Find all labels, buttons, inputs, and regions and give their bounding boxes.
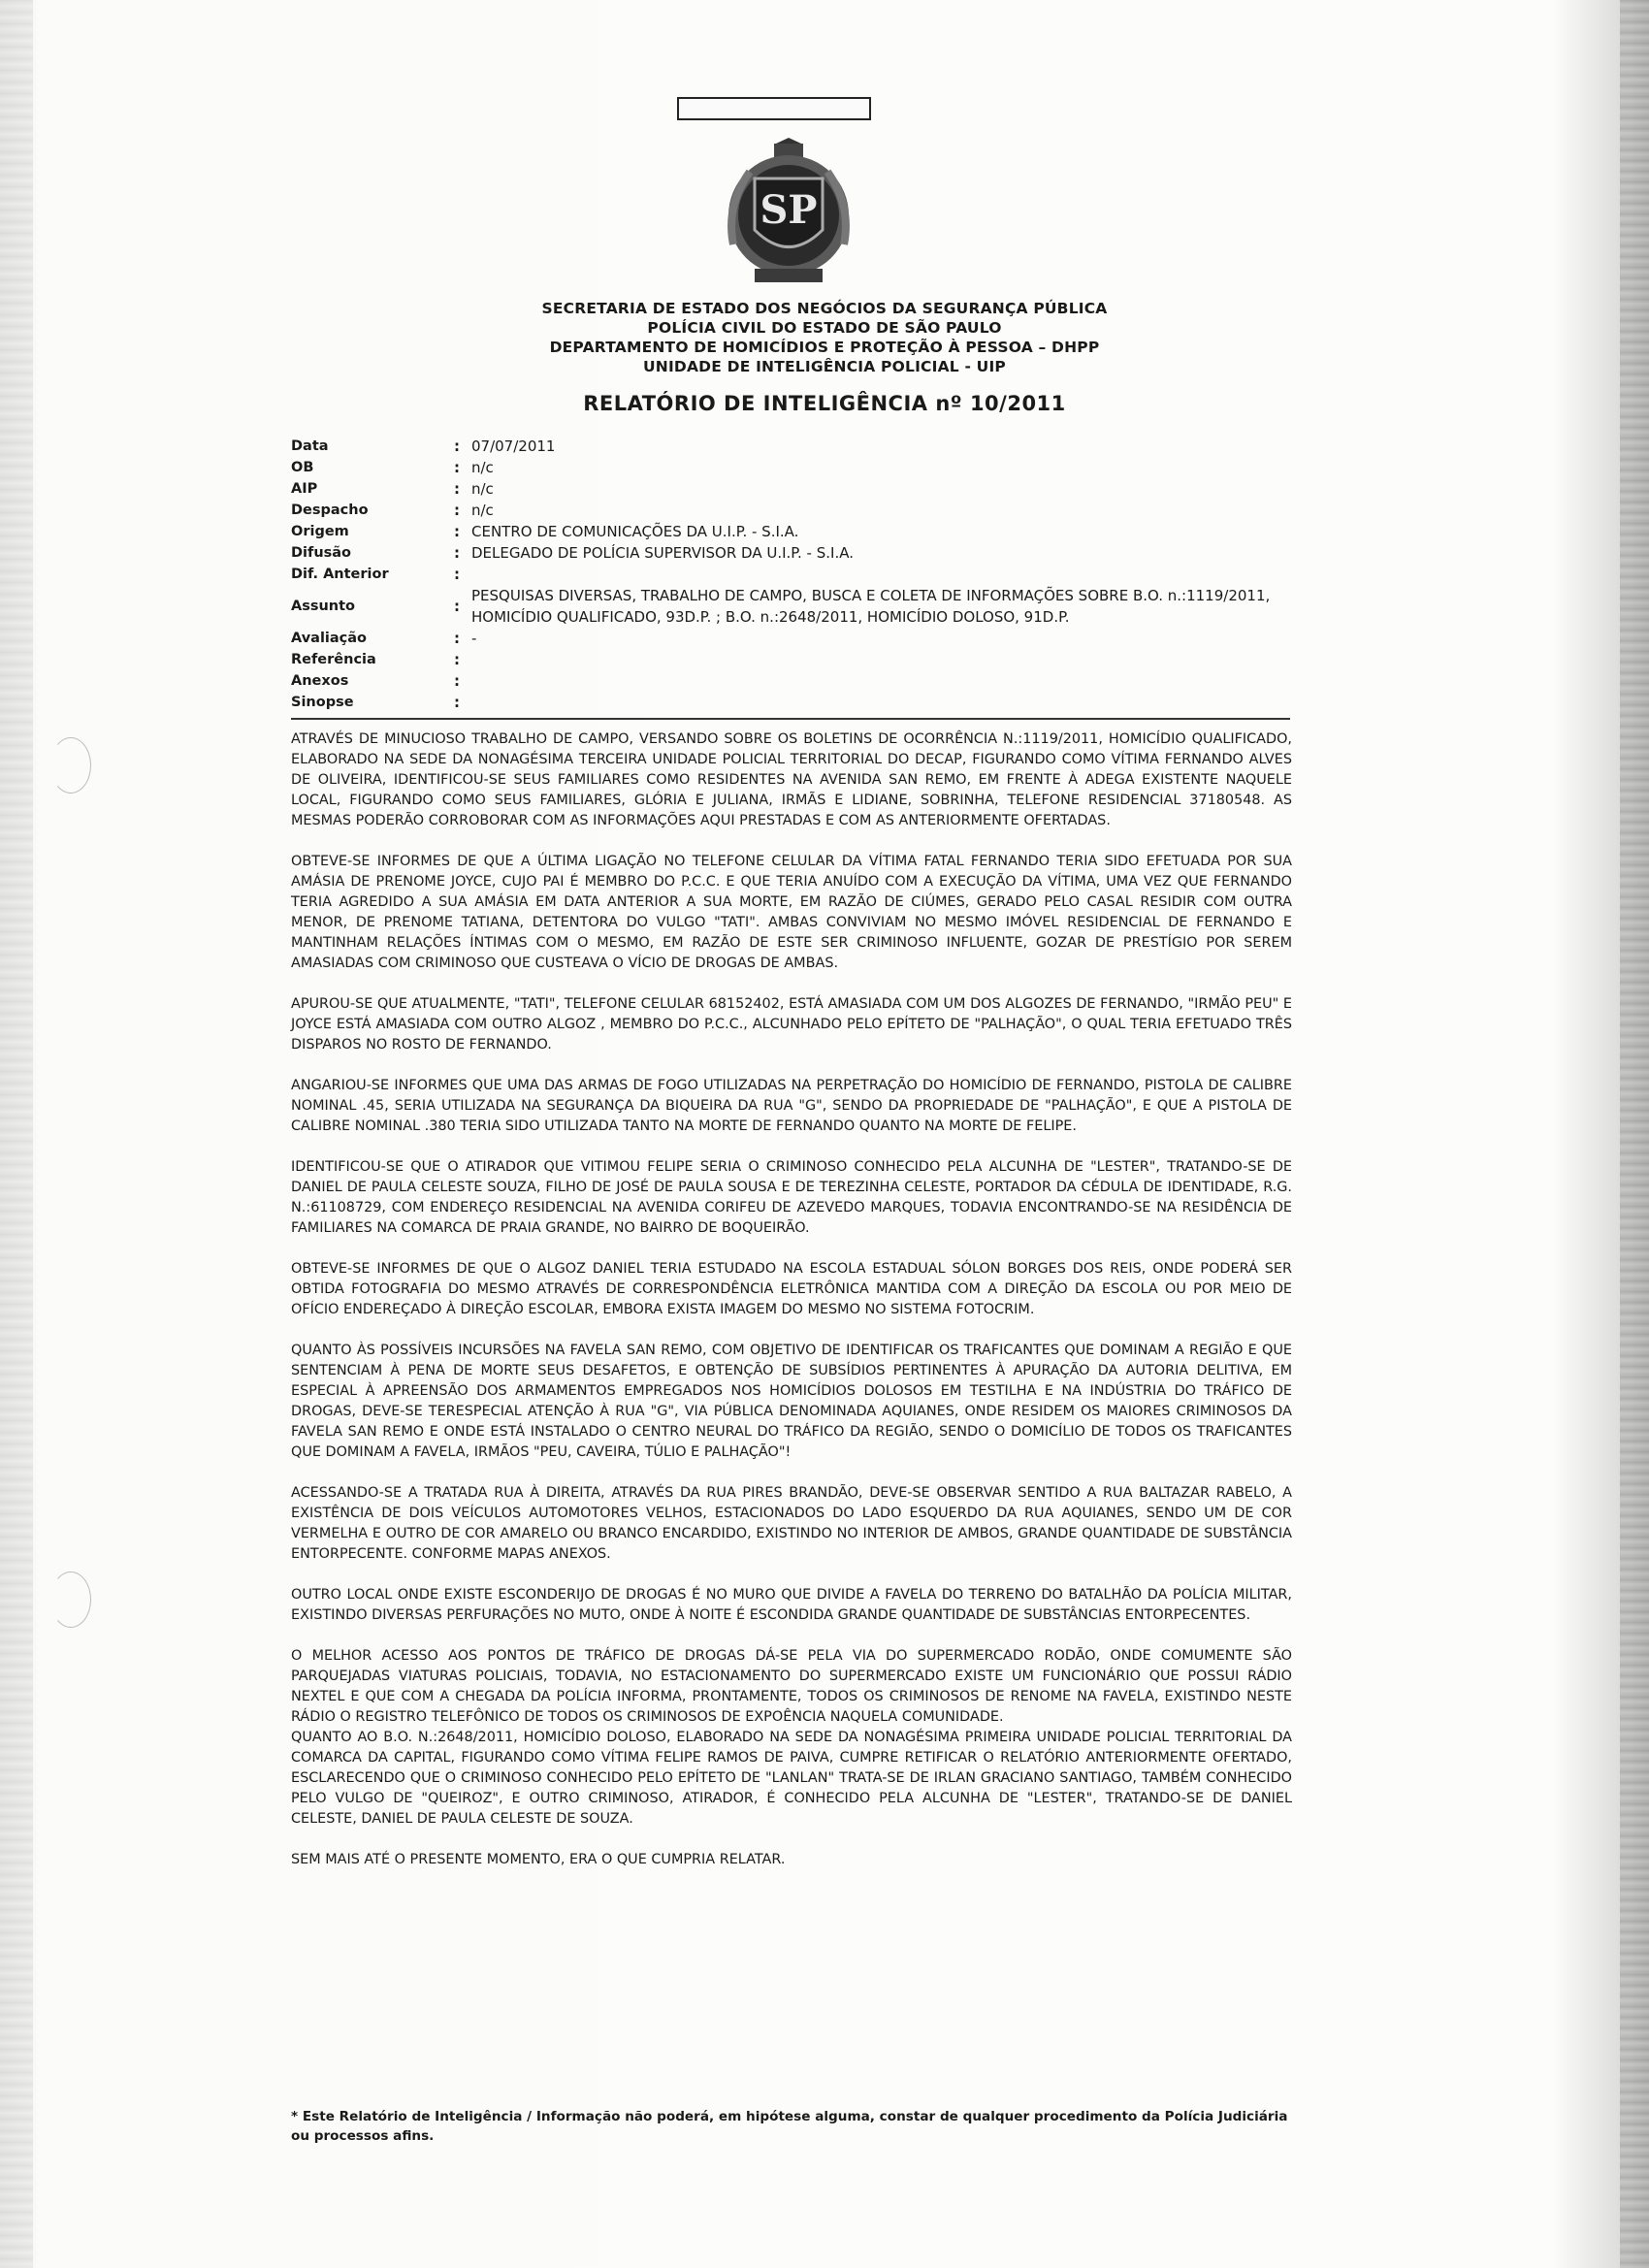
body-paragraph: QUANTO AO B.O. N.:2648/2011, HOMICÍDIO DOLOSO, ELABORADO NA SEDE DA NONAGÉSIMA PRIMEIRA UNIDADE POLICIAL TERRITORIAL DA COMARCA DA CAPITAL, FIGURANDO COMO VÍTIMA FELIPE RAMOS DE PAIVA, CUMPRE RETIFICAR O RELATÓRIO ANTERIORMENTE OFERTADO, ESCLARECENDO QUE O CRIMINOSO CONHECIDO PELO EPÍTETO DE "LANLAN" TRATA-SE DE IRLAN GRACIANO SANTIAGO, TAMBÉM CONHECIDO PELO VULGO DE "QUEIROZ", E OUTRO CRIMINOSO, ATIRADOR, É CONHECIDO PELA ALCUNHA DE "LESTER", TRATANDO-SE DE DANIEL CELESTE, DANIEL DE PAULA CELESTE DE SOUZA. bbox=[291, 1730, 1292, 1827]
header-line-civil-police: POLÍCIA CIVIL DO ESTADO DE SÃO PAULO bbox=[647, 319, 1002, 337]
field-label: AIP bbox=[291, 481, 318, 497]
report-metadata-fields bbox=[291, 436, 1300, 713]
field-value: n/c bbox=[471, 502, 494, 519]
body-paragraph: ANGARIOU-SE INFORMES QUE UMA DAS ARMAS DE FOGO UTILIZADAS NA PERPETRAÇÃO DO HOMICÍDIO DE FERNANDO, PISTOLA DE CALIBRE NOMINAL .45, SERIA UTILIZADA NA SEGURANÇA DA BIQUEIRA DA RUA "G", SENDO DA PROPRIEDADE DE "PALHAÇÃO", E QUE A PISTOLA DE CALIBRE NOMINAL .380 TERIA SIDO UTILIZADA TANTO NA MORTE DE FERNANDO QUANTO NA MORTE DE FELIPE. bbox=[291, 1078, 1292, 1134]
field-label: Dif. Anterior bbox=[291, 567, 389, 582]
field-aip bbox=[291, 478, 1300, 500]
header-line-department: DEPARTAMENTO DE HOMICÍDIOS E PROTEÇÃO À PESSOA – DHPP bbox=[549, 339, 1100, 356]
field-difusao bbox=[291, 542, 1300, 564]
body-paragraph: SEM MAIS ATÉ O PRESENTE MOMENTO, ERA O QUE CUMPRIA RELATAR. bbox=[291, 1852, 786, 1867]
confidentiality-note: * Este Relatório de Inteligência / Informação não poderá, em hipótese alguma, constar de qualquer procedimento da Polícia Judiciária ou processos afins. bbox=[291, 2109, 1288, 2144]
field-colon: : bbox=[454, 651, 460, 668]
field-value: - bbox=[471, 630, 477, 647]
body-paragraph: OBTEVE-SE INFORMES DE QUE O ALGOZ DANIEL TERIA ESTUDADO NA ESCOLA ESTADUAL SÓLON BORGES DOS REIS, ONDE PODERÁ SER OBTIDA FOTOGRAFIA DO MESMO ATRAVÉS DE CORRESPONDÊNCIA ELETRÔNICA MANTIDA COM A DIREÇÃO DA ESCOLA OU POR MEIO DE OFÍCIO ENDEREÇADO À DIREÇÃO ESCOLAR, EMBORA EXISTA IMAGEM DO MESMO NO SISTEMA FOTOCRIM. bbox=[291, 1261, 1292, 1317]
field-assunto bbox=[291, 585, 1300, 628]
field-colon: : bbox=[454, 694, 460, 711]
field-colon: : bbox=[454, 437, 460, 455]
page-left-edge-shadow bbox=[0, 0, 33, 2268]
body-paragraph: APUROU-SE QUE ATUALMENTE, "TATI", TELEFONE CELULAR 68152402, ESTÁ AMASIADA COM UM DOS ALGOZES DE FERNANDO, "IRMÃO PEU" E JOYCE ESTÁ AMASIADA COM OUTRO ALGOZ , MEMBRO DO P.C.C., ALCUNHADO PELO EPÍTETO DE "PALHAÇÃO", O QUAL TERIA EFETUADO TRÊS DISPAROS NO ROSTO DE FERNANDO. bbox=[291, 996, 1292, 1053]
field-label: Avaliação bbox=[291, 631, 368, 646]
field-label: OB bbox=[291, 460, 314, 475]
field-label: Difusão bbox=[291, 545, 352, 561]
report-title: RELATÓRIO DE INTELIGÊNCIA nº 10/2011 bbox=[583, 392, 1066, 415]
field-dif-anterior bbox=[291, 564, 1300, 585]
field-anexos bbox=[291, 670, 1300, 692]
field-colon: : bbox=[454, 480, 460, 498]
body-paragraph: ACESSANDO-SE A TRATADA RUA À DIREITA, ATRAVÉS DA RUA PIRES BRANDÃO, DEVE-SE OBSERVAR SENTIDO A RUA BALTAZAR RABELO, A EXISTÊNCIA DE DOIS VEÍCULOS AUTOMOTORES VELHOS, ESTACIONADOS DO LADO ESQUERDO DA RUA AQUIANES, SENDO UM DE COR VERMELHA E OUTRO DE COR AMARELO OU BRANCO ENCARDIDO, EXISTINDO NO INTERIOR DE AMBOS, GRANDE QUANTIDADE DE SUBSTÂNCIA ENTORPECENTE. CONFORME MAPAS ANEXOS. bbox=[291, 1485, 1292, 1562]
field-referencia bbox=[291, 649, 1300, 670]
field-sinopse bbox=[291, 692, 1300, 713]
field-data bbox=[291, 436, 1300, 457]
field-origem bbox=[291, 521, 1300, 542]
field-colon: : bbox=[454, 523, 460, 540]
field-value: n/c bbox=[471, 459, 494, 476]
field-colon: : bbox=[454, 459, 460, 476]
field-label: Data bbox=[291, 438, 329, 454]
sp-police-emblem bbox=[716, 138, 861, 293]
body-paragraph: OBTEVE-SE INFORMES DE QUE A ÚLTIMA LIGAÇÃO NO TELEFONE CELULAR DA VÍTIMA FATAL FERNANDO TERIA SIDO EFETUADA POR SUA AMÁSIA DE PRENOME JOYCE, CUJO PAI É MEMBRO DO P.C.C. E QUE TERIA ANUÍDO COM A EXECUÇÃO DA VÍTIMA, UMA VEZ QUE FERNANDO TERIA AGREDIDO A SUA AMÁSIA EM DATA ANTERIOR A SUA MORTE, EM RAZÃO DE CIÚMES, GERADO PELO CASAL RESIDIR COM OUTRA MENOR, DE PRENOME TATIANA, DETENTORA DO VULGO "TATI". AMBAS CONVIVIAM NO MESMO IMÓVEL RESIDENCIAL DE FERNANDO E MANTINHAM RELAÇÕES ÍNTIMAS COM O MESMO, EM RAZÃO DE ESTE SER CRIMINOSO INFLUENTE, GOZAR DE PRESTÍGIO POR SEREM AMASIADAS COM CRIMINOSO QUE CUSTEAVA O VÍCIO DE DROGAS DE AMBAS. bbox=[291, 854, 1292, 971]
header-line-unit: UNIDADE DE INTELIGÊNCIA POLICIAL - UIP bbox=[643, 358, 1006, 375]
field-label: Anexos bbox=[291, 673, 349, 689]
body-paragraph: ATRAVÉS DE MINUCIOSO TRABALHO DE CAMPO, VERSANDO SOBRE OS BOLETINS DE OCORRÊNCIA N.:1119/2011, HOMICÍDIO QUALIFICADO, ELABORADO NA SEDE DA NONAGÉSIMA TERCEIRA UNIDADE POLICIAL TERRITORIAL DO DECAP, FIGURANDO COMO VÍTIMA FERNANDO ALVES DE OLIVEIRA, IDENTIFICOU-SE SEUS FAMILIARES COMO RESIDENTES NA AVENIDA SAN REMO, EM FRENTE À ADEGA EXISTENTE NAQUELE LOCAL, FIGURANDO COMO SEUS FAMILIARES, GLÓRIA E JULIANA, IRMÃS E LIDIANE, SOBRINHA, TELEFONE RESIDENCIAL 37180548. AS MESMAS PODERÃO CORROBORAR COM AS INFORMAÇÕES AQUI PRESTADAS E COM AS ANTERIORMENTE OFERTADAS. bbox=[291, 731, 1292, 828]
field-value: n/c bbox=[471, 480, 494, 498]
field-value: PESQUISAS DIVERSAS, TRABALHO DE CAMPO, BUSCA E COLETA DE INFORMAÇÕES SOBRE B.O. n.:1119/2011, HOMICÍDIO QUALIFICADO, 93D.P. ; B.O. n.:2648/2011, HOMICÍDIO DOLOSO, 91D.P. bbox=[471, 587, 1271, 626]
punch-hole-mark bbox=[50, 737, 91, 794]
report-body bbox=[291, 729, 1292, 1891]
field-value: DELEGADO DE POLÍCIA SUPERVISOR DA U.I.P. - S.I.A. bbox=[471, 544, 854, 562]
field-value: CENTRO DE COMUNICAÇÕES DA U.I.P. - S.I.A. bbox=[471, 523, 799, 540]
body-paragraph: IDENTIFICOU-SE QUE O ATIRADOR QUE VITIMOU FELIPE SERIA O CRIMINOSO CONHECIDO PELA ALCUNHA DE "LESTER", TRATANDO-SE DE DANIEL DE PAULA CELESTE SOUZA, FILHO DE JOSÉ DE PAULA SOUSA E DE TEREZINHA CELESTE, PORTADOR DA CÉDULA DE IDENTIDADE, R.G. N.:61108729, COM ENDEREÇO RESIDENCIAL NA AVENIDA CORIFEU DE AZEVEDO MARQUES, TODAVIA ENCONTRANDO-SE NA RESIDÊNCIA DE FAMILIARES NA COMARCA DE PRAIA GRANDE, NO BAIRRO DE BOQUEIRÃO. bbox=[291, 1159, 1292, 1236]
field-colon: : bbox=[454, 598, 460, 615]
field-label: Assunto bbox=[291, 599, 356, 614]
field-label: Sinopse bbox=[291, 695, 354, 710]
field-label: Despacho bbox=[291, 502, 369, 518]
emblem-letters: SP bbox=[760, 187, 818, 233]
field-despacho bbox=[291, 500, 1300, 521]
agency-header bbox=[291, 299, 1358, 376]
blank-stamp-box bbox=[677, 97, 871, 120]
field-colon: : bbox=[454, 672, 460, 690]
field-colon: : bbox=[454, 544, 460, 562]
field-label: Origem bbox=[291, 524, 349, 539]
field-colon: : bbox=[454, 630, 460, 647]
header-line-secretariat: SECRETARIA DE ESTADO DOS NEGÓCIOS DA SEGURANÇA PÚBLICA bbox=[541, 300, 1108, 317]
body-paragraph: O MELHOR ACESSO AOS PONTOS DE TRÁFICO DE DROGAS DÁ-SE PELA VIA DO SUPERMERCADO RODÃO, ONDE COMUMENTE SÃO PARQUEJADAS VIATURAS POLICIAIS, TODAVIA, NO ESTACIONAMENTO DO SUPERMERCADO EXISTE UM FUNCIONÁRIO QUE POSSUI RÁDIO NEXTEL E QUE COM A CHEGADA DA POLÍCIA INFORMA, PRONTAMENTE, TODOS OS CRIMINOSOS DE RENOME NA FAVELA, EXISTINDO NESTE RÁDIO O REGISTRO TELEFÔNICO DE TODOS OS CRIMINOSOS DE EXPOÊNCIA NAQUELA COMUNIDADE. bbox=[291, 1648, 1292, 1725]
field-avaliacao bbox=[291, 628, 1300, 649]
punch-hole-mark bbox=[50, 1571, 91, 1628]
body-paragraph: QUANTO ÀS POSSÍVEIS INCURSÕES NA FAVELA SAN REMO, COM OBJETIVO DE IDENTIFICAR OS TRAFICANTES QUE DOMINAM A REGIÃO E QUE SENTENCIAM À PENA DE MORTE SEUS DESAFETOS, E OBTENÇÃO DE SUBSÍDIOS PERTINENTES À APURAÇÃO DA AUTORIA DELITIVA, EM ESPECIAL À APREENSÃO DOS ARMAMENTOS EMPREGADOS NOS HOMICÍDIOS DOLOSOS EM TESTILHA E NA INDÚSTRIA DO TRÁFICO DE DROGAS, DEVE-SE TERESPECIAL ATENÇÃO À RUA "G", VIA PÚBLICA DENOMINADA AQUIANES, ONDE RESIDEM OS MAIORES CRIMINOSOS DA FAVELA SAN REMO E ONDE ESTÁ INSTALADO O CENTRO NEURAL DO TRÁFICO DA REGIÃO, SENDO O DOMICÍLIO DE TODOS OS TRAFICANTES QUE DOMINAM A FAVELA, IRMÃOS "PEU, CAVEIRA, TÚLIO E PALHAÇÃO"! bbox=[291, 1343, 1292, 1460]
body-paragraph: OUTRO LOCAL ONDE EXISTE ESCONDERIJO DE DROGAS É NO MURO QUE DIVIDE A FAVELA DO TERRENO DO BATALHÃO DA POLÍCIA MILITAR, EXISTINDO DIVERSAS PERFURAÇÕES NO MUTO, ONDE À NOITE É ESCONDIDA GRANDE QUANTIDADE DE SUBSTÂNCIAS ENTORPECENTES. bbox=[291, 1587, 1292, 1623]
field-colon: : bbox=[454, 502, 460, 519]
field-colon: : bbox=[454, 566, 460, 583]
page-right-edge-shadow bbox=[1620, 0, 1649, 2268]
field-value: 07/07/2011 bbox=[471, 437, 556, 455]
field-label: Referência bbox=[291, 652, 376, 667]
field-ob bbox=[291, 457, 1300, 478]
section-divider bbox=[291, 718, 1290, 720]
